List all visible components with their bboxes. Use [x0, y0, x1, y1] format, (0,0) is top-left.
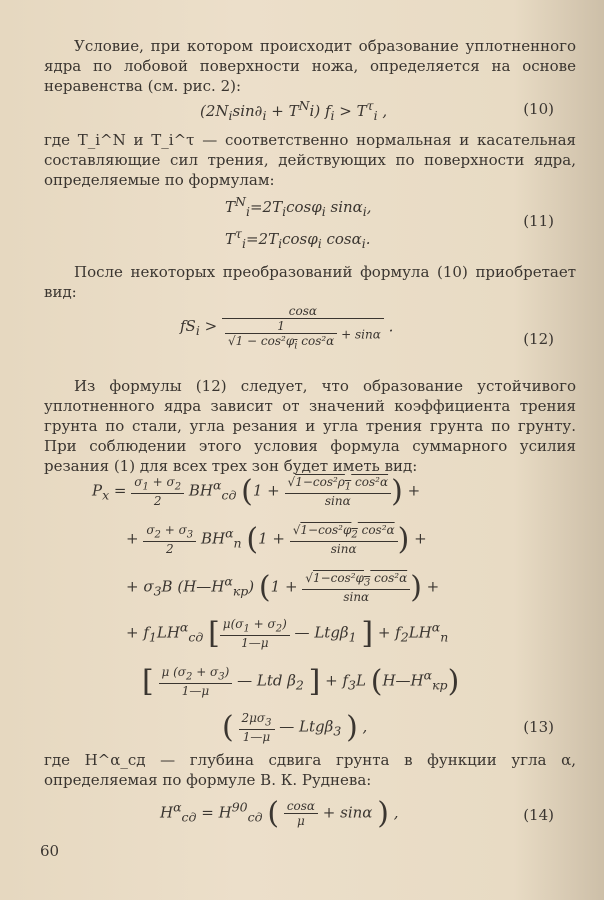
- equation-13-line-3: + $\sigma_3B$ $(H—H^\alpha_{кр}) (1$ + $\frac{√1-\cos^2\varphi_3 \cos^2\alpha}{\sin\alpha}$ ) +: [126, 570, 440, 605]
- paragraph-condition: Условие, при котором происходит образование уплотненного ядра по лобовой поверхности ножа, определяется на основе неравенства (см. рис. 2):: [44, 37, 576, 95]
- page-number: 60: [40, 842, 60, 860]
- equation-number-13: (13): [523, 718, 554, 736]
- paragraph-rudnev: где H^α_сд — глубина сдвига грунта в функции угла α, определяемая по формуле В. К. Руднева:: [44, 751, 576, 789]
- paragraph-transform: После некоторых преобразований формула (10) приобретает вид:: [44, 263, 576, 301]
- equation-10: $(2N_i\sin\partial_i + T^Ni) f_i > T^\tau_i$ ,: [200, 98, 388, 123]
- equation-number-12: (12): [523, 330, 554, 348]
- equation-13-line-6: ( $\frac{2\mu\sigma_3}{1—\mu}$ — Ltgβ$_3$ ) ,: [222, 710, 368, 745]
- equation-13-line-1: $P_x$ = $\frac{\sigma_1 + \sigma_2}{2}$ $BH^\alpha_{сд}$ (1 + $\frac{√1-\cos^2\rho_1 \cos^2\alpha}{\sin\alpha}$ ) +: [92, 474, 421, 509]
- paragraph-formula-intro: Из формулы (12) следует, что образование устойчивого уплотненного ядра зависит от значений коэффициента трения грунта по стали, угла резания и угла трения грунта по грунту. При соблюдении этого условия формула суммарного усилия резания (1) для всех трех зон будет иметь вид:: [44, 377, 576, 475]
- paragraph-definitions: где T_i^N и T_i^τ — соответственно нормальная и касательная составляющие сил трения, действующих по поверхности ядра, определяемые по формулам:: [44, 131, 576, 189]
- equation-14: $H^\alpha_{сд} = H^{90}_{сд}$ ( $\frac{\cos\alpha}{\mu}$ + sinα ) ,: [160, 796, 399, 831]
- equation-13-line-2: + $\frac{\sigma_2 + \sigma_3}{2}$ $BH^\alpha_n$ (1 + $\frac{√1-\cos^2\varphi_2 \cos^2\alpha}{\sin\alpha}$ ) +: [126, 522, 427, 557]
- equation-11b: $T^\tau_i=2T_i\cos\varphi_i$ cosα$_i$.: [225, 226, 371, 251]
- equation-number-10: (10): [523, 100, 554, 118]
- equation-number-14: (14): [523, 806, 554, 824]
- equation-11a: $T^N_i=2T_i\cos\varphi_i$ sinα$_i$,: [225, 194, 372, 219]
- equation-number-11: (11): [523, 212, 554, 230]
- equation-13-line-5: [ $\frac{\mu (\sigma_2 + \sigma_3)}{1—\mu}$ — Ltd $\beta_2$ ] + $f_3L$ $(H—H^\alpha_{кр})$: [142, 664, 460, 699]
- equation-12: $fS_i$ > cosα $\frac{1}{√1 - \cos^2\varphi_i \cos^2\alpha}$ + sinα .: [180, 304, 394, 352]
- equation-13-line-4: + $f_1LH^\alpha_{сд}$ [ $\frac{\mu(\sigma_1 + \sigma_2)}{1—\mu}$ — Ltgβ$_1$ ] + $f_2LH^\alpha_n$: [126, 616, 449, 651]
